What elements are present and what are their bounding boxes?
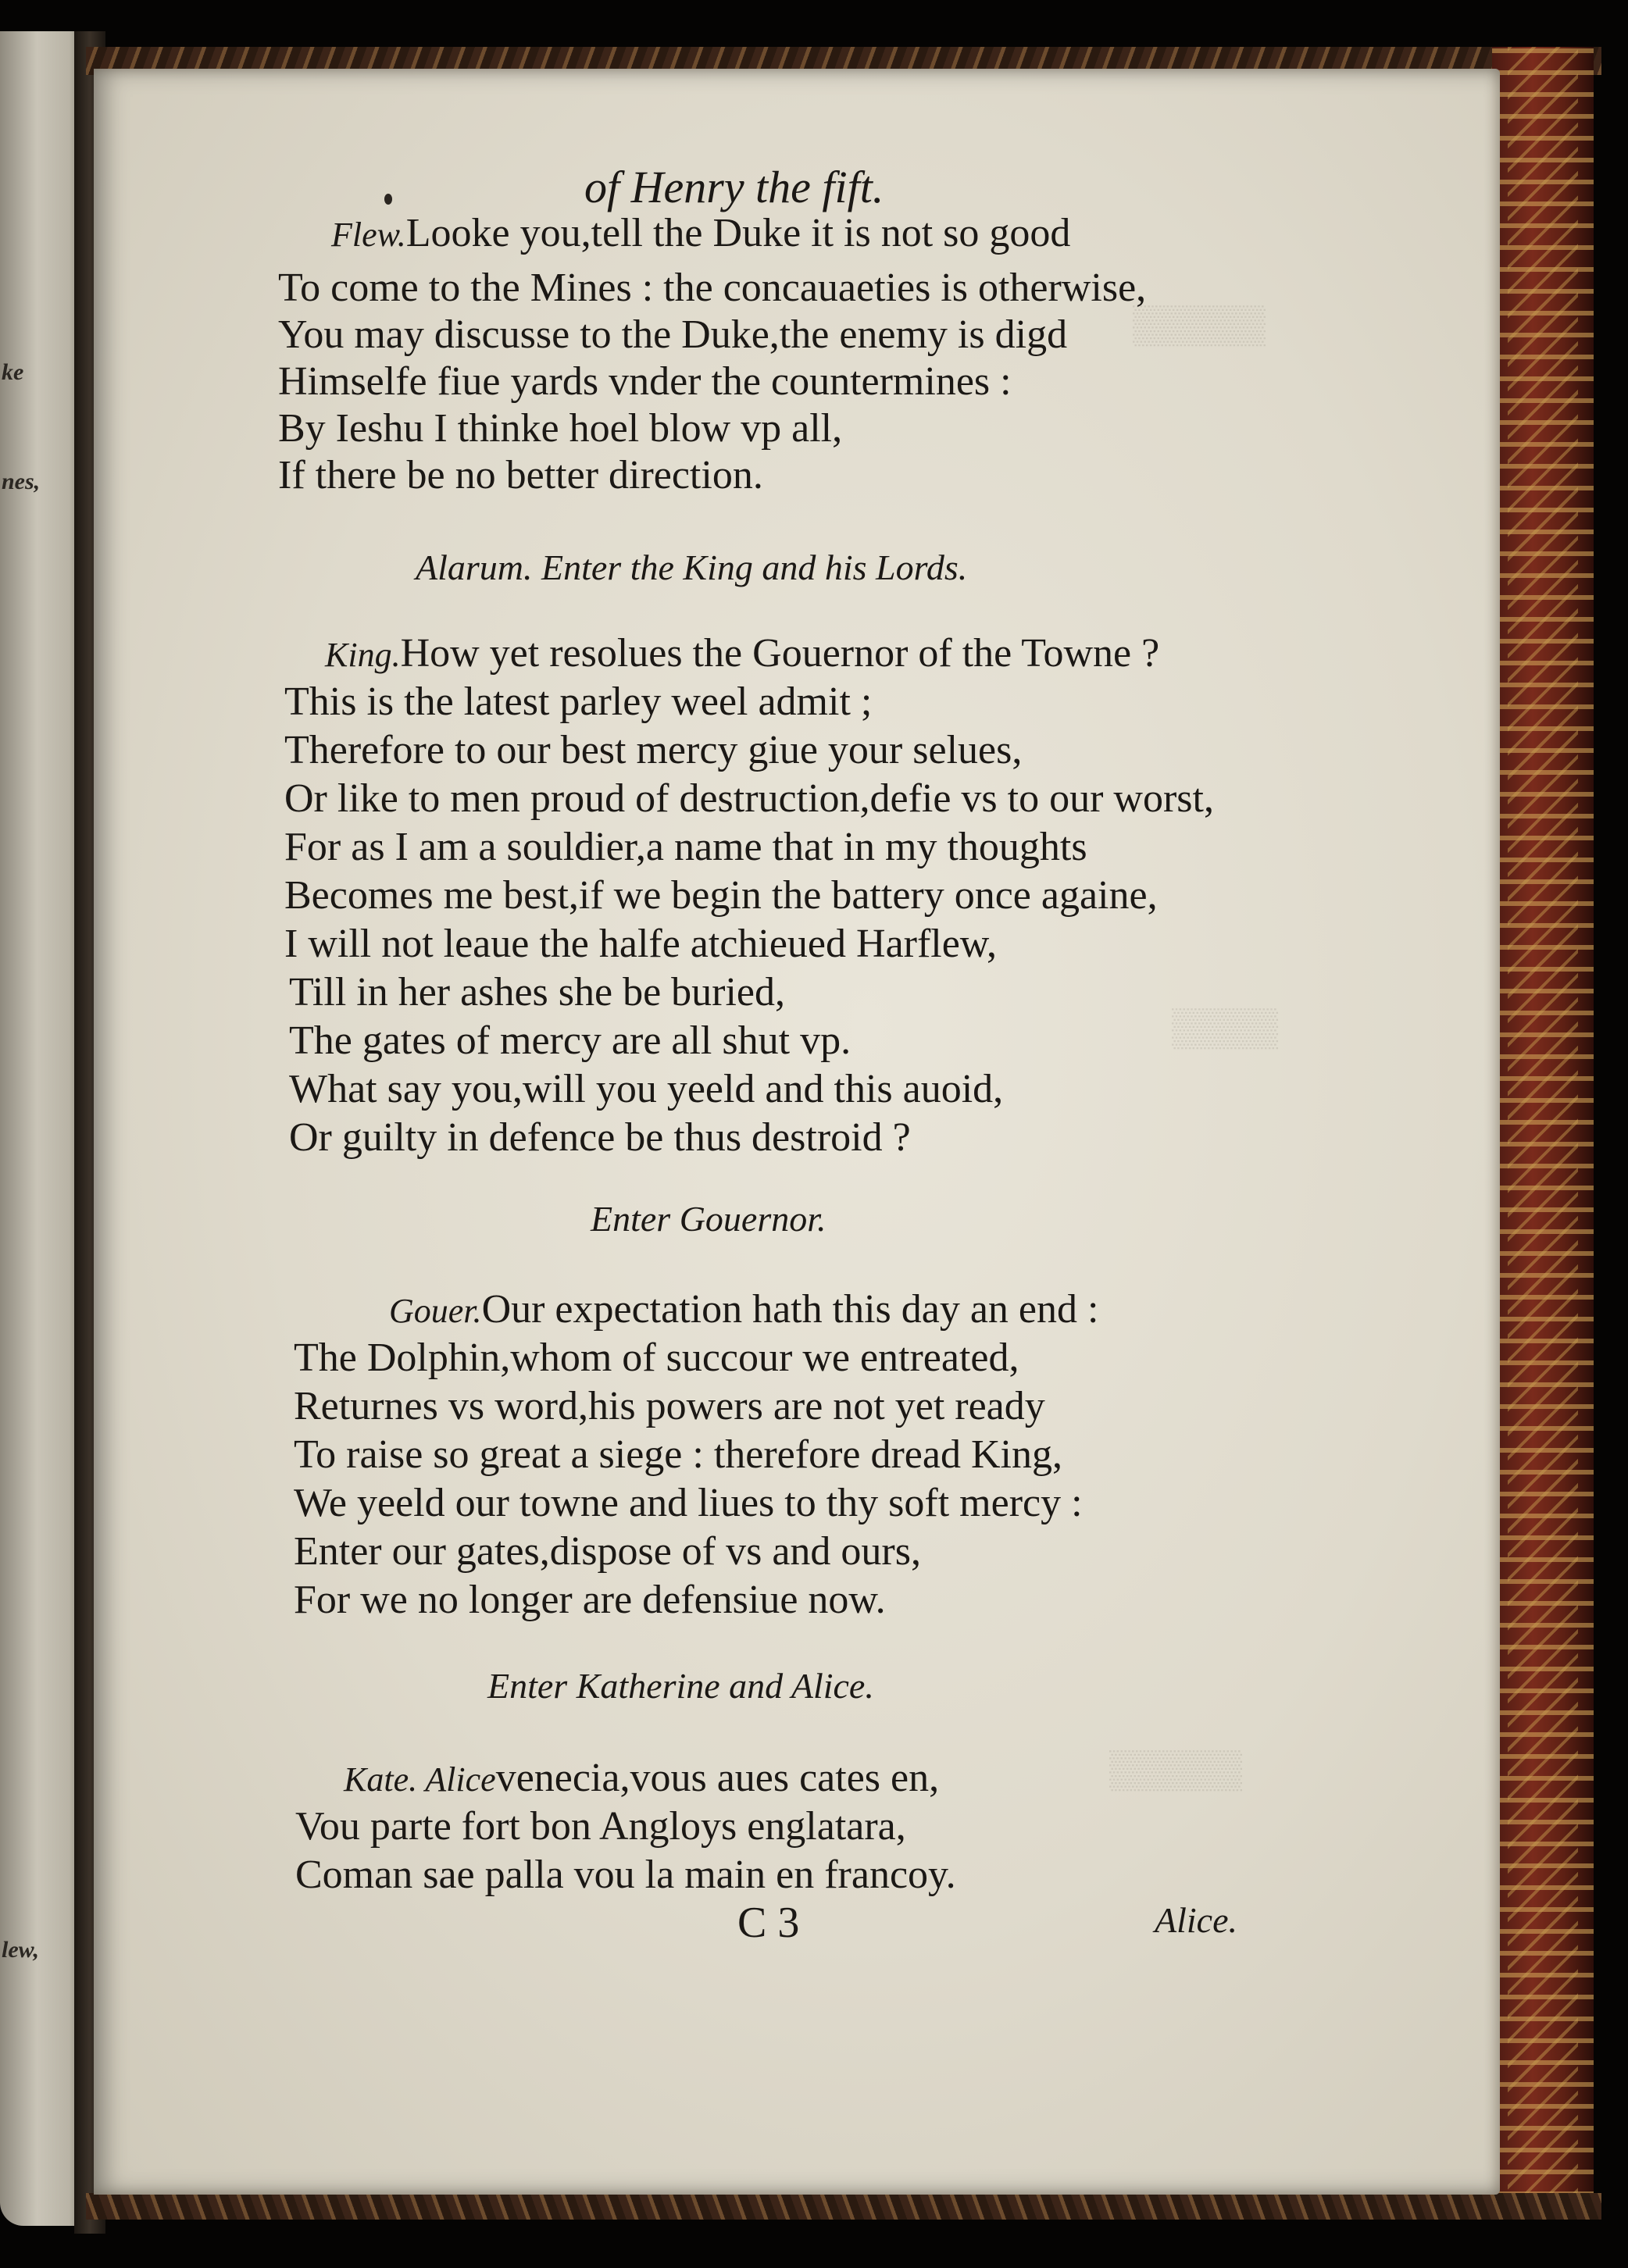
verse-line: The gates of mercy are all shut vp. — [289, 1018, 851, 1063]
stage-direction: Enter Gouernor. — [591, 1199, 826, 1239]
verse-line: Till in her ashes she be buried, — [289, 970, 785, 1015]
speaker-name: Gouer. — [389, 1292, 482, 1330]
verse-line: Gouer.Our expectation hath this day an end : — [389, 1287, 1099, 1332]
verse-line: Returnes vs word,his powers are not yet ready — [294, 1384, 1045, 1428]
verse-line: Kate. Alicevenecia,vous aues cates en, — [344, 1756, 940, 1800]
verse-line: For we no longer are defensiue now. — [294, 1578, 886, 1622]
verse-line: Becomes me best,if we begin the battery once againe, — [284, 873, 1158, 918]
verse-line: I will not leaue the halfe atchieued Harflew, — [284, 922, 997, 966]
verse-line: Or like to men proud of destruction,defie vs to our worst, — [284, 776, 1214, 821]
show-through-texture: ▒▒▒▒▒ — [1133, 304, 1266, 345]
verse-line: Therefore to our best mercy giue your selues, — [284, 728, 1023, 772]
running-header: of Henry the fift. — [584, 162, 884, 212]
verse-line: What say you,will you yeeld and this auoid, — [289, 1067, 1004, 1111]
verse-line: For as I am a souldier,a name that in my thoughts — [284, 825, 1087, 869]
verse-line: To come to the Mines : the concauaeties is otherwise, — [278, 266, 1147, 310]
signature-mark: C 3 — [737, 1899, 800, 1947]
stage-direction: Alarum. Enter the King and his Lords. — [416, 547, 968, 587]
show-through-texture: ▒▒▒▒ — [1172, 1007, 1279, 1048]
verse-line: Or guilty in defence be thus destroid ? — [289, 1115, 911, 1160]
verse-line: By Ieshu I thinke hoel blow vp all, — [278, 406, 843, 451]
verse-line: Flew.Looke you,tell the Duke it is not so good — [331, 211, 1071, 255]
verse-line: Himselfe fiue yards vnder the countermines : — [278, 359, 1012, 404]
verse-line: This is the latest parley weel admit ; — [284, 679, 873, 724]
speaker-name: King. — [325, 636, 401, 674]
verse-line: We yeeld our towne and liues to thy soft mercy : — [294, 1481, 1083, 1525]
speaker-name: Kate. Alice — [344, 1760, 496, 1799]
verse-line: Coman sae palla vou la main en francoy. — [295, 1853, 956, 1897]
verse-line: The Dolphin,whom of succour we entreated, — [294, 1335, 1019, 1380]
stage-direction: Enter Katherine and Alice. — [487, 1666, 874, 1706]
bottom-page-edge — [86, 2193, 1601, 2220]
verse-line: King.How yet resolues the Gouernor of the Towne ? — [325, 631, 1160, 676]
previous-page-fragment: ke — [2, 359, 24, 385]
verse-line: Vou parte fort bon Angloys englatara, — [295, 1804, 906, 1849]
verse-line: To raise so great a siege : therefore dread King, — [294, 1432, 1062, 1477]
verse-line: Enter our gates,dispose of vs and ours, — [294, 1529, 921, 1574]
catchword: Alice. — [1155, 1900, 1237, 1940]
verse-line: If there be no better direction. — [278, 453, 763, 497]
show-through-texture: ▒▒▒▒▒ — [1109, 1749, 1243, 1790]
speaker-name: Flew. — [331, 216, 406, 254]
gilt-fore-edge — [1492, 47, 1594, 2218]
previous-page-fragment: lew, — [2, 1937, 40, 1963]
previous-page-fragment: nes, — [2, 469, 41, 494]
ink-spot — [384, 194, 392, 205]
verse-line: You may discusse to the Duke,the enemy is digd — [278, 312, 1068, 357]
